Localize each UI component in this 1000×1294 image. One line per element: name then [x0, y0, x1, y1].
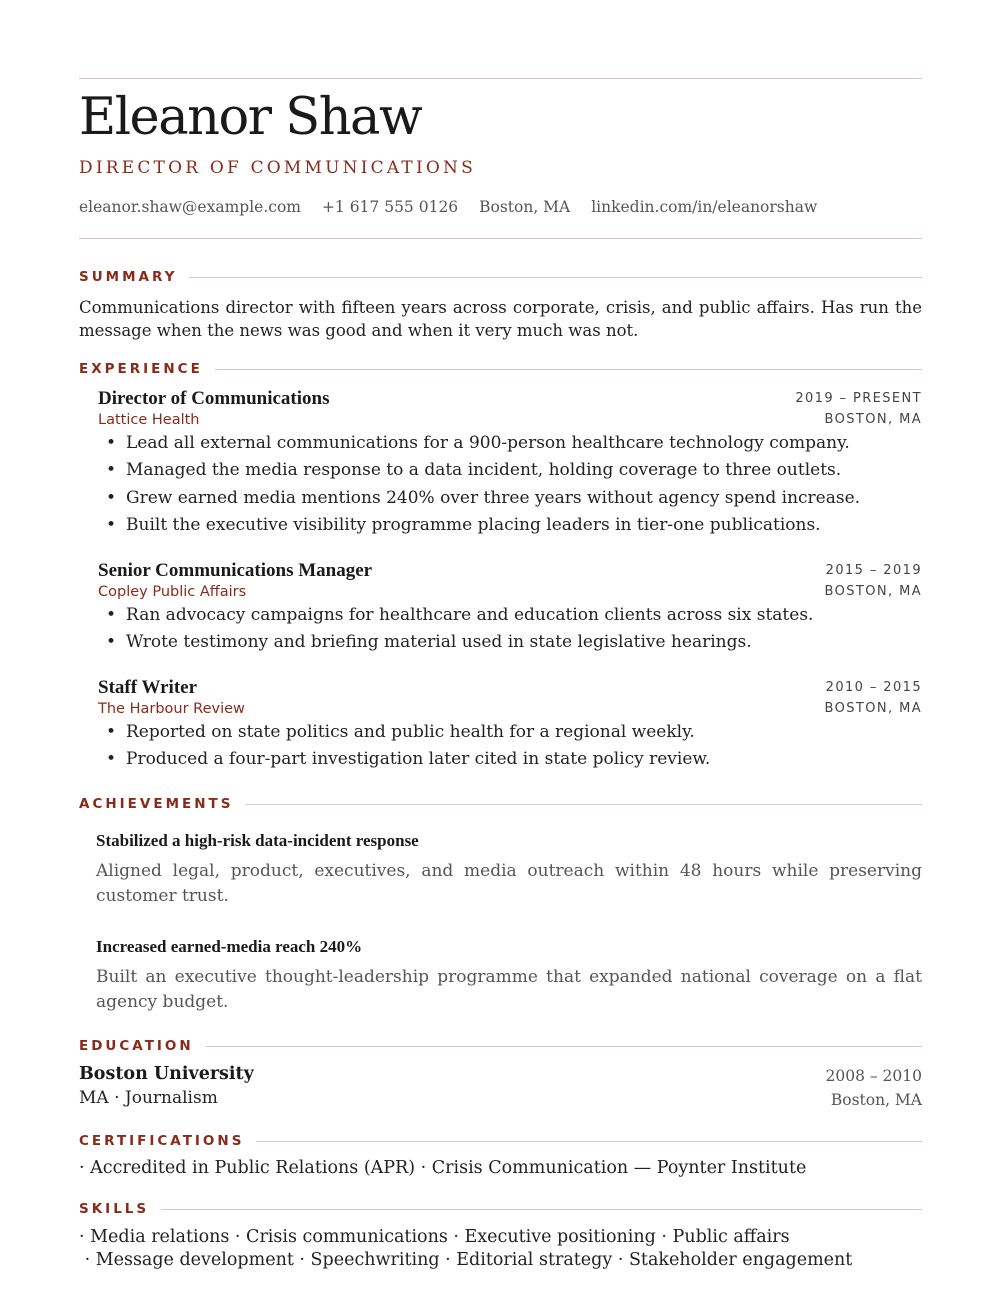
job-bullet: • Built the executive visibility programme placing leaders in tier-one publications. [98, 512, 922, 539]
education-degree: MA · Journalism [79, 1088, 218, 1108]
achievement-title: Increased earned-media reach 240% [96, 937, 363, 956]
summary-heading-line [189, 277, 922, 278]
job-bullet: • Wrote testimony and briefing material used in state legislative hearings. [98, 629, 922, 656]
job-bullet: • Grew earned media mentions 240% over three years without agency spend increase. [98, 485, 922, 512]
skills-heading-label: SKILLS [79, 1201, 150, 1217]
job-meta [825, 560, 922, 602]
job-bullet: • Managed the media response to a data incident, holding coverage to three outlets. [98, 457, 922, 484]
achievement-item [96, 937, 922, 1015]
skills-heading [79, 1201, 922, 1217]
certifications-list: · Accredited in Public Relations (APR) · Crisis Communication — Poynter Institute [79, 1158, 807, 1178]
experience-heading [79, 361, 922, 377]
job-meta [825, 677, 922, 719]
education-location: Boston, MA [830, 1091, 922, 1109]
job-bullet: • Produced a four-part investigation later cited in state policy review. [98, 746, 922, 773]
education-heading-line [206, 1046, 922, 1047]
job-location: BOSTON, MA [824, 412, 922, 427]
contact-line [79, 198, 833, 216]
job-bullets [98, 719, 922, 774]
job-bullets [98, 602, 922, 657]
contact-linkedin[interactable]: linkedin.com/in/eleanorshaw [591, 198, 818, 216]
header-divider [79, 238, 922, 239]
job-bullet: • Lead all external communications for a 900-person healthcare technology company. [98, 430, 922, 457]
achievement-title: Stabilized a high-risk data-incident response [96, 831, 419, 850]
candidate-role: DIRECTOR OF COMMUNICATIONS [79, 158, 476, 178]
certifications-heading-label: CERTIFICATIONS [79, 1133, 245, 1149]
skills-list-line: · Message development · Speechwriting · Editorial strategy · Stakeholder engagement [79, 1250, 853, 1270]
education-heading [79, 1038, 922, 1054]
skills-list-line: · Media relations · Crisis communications · Executive positioning · Public affairs [79, 1227, 790, 1247]
achievement-description: Aligned legal, product, executives, and media outreach within 48 hours while preserving customer trust. [96, 861, 922, 906]
certifications-heading [79, 1133, 922, 1149]
job-bullet: • Ran advocacy campaigns for healthcare and education clients across six states. [98, 602, 922, 629]
top-divider [79, 78, 922, 79]
contact-phone[interactable]: +1 617 555 0126 [321, 198, 459, 216]
job-location: BOSTON, MA [824, 701, 922, 716]
candidate-name: Eleanor Shaw [79, 88, 422, 147]
education-entry [79, 1064, 922, 1108]
job-title: Director of Communications [98, 388, 330, 409]
job-company: The Harbour Review [98, 701, 245, 717]
job-dates: 2015 – 2019 [825, 563, 922, 578]
contact-location: Boston, MA [479, 198, 571, 216]
experience-entry [98, 560, 922, 657]
job-dates: 2019 – PRESENT [795, 391, 922, 406]
education-dates: 2008 – 2010 [825, 1067, 922, 1085]
experience-heading-label: EXPERIENCE [79, 361, 203, 377]
achievement-description: Built an executive thought-leadership programme that expanded national coverage on a flat agency budget. [96, 967, 922, 1012]
job-location: BOSTON, MA [824, 584, 922, 599]
summary-heading-label: SUMMARY [79, 269, 178, 285]
job-bullet: • Reported on state politics and public health for a regional weekly. [98, 719, 922, 746]
achievement-item [96, 831, 922, 909]
achievements-heading-line [245, 804, 922, 805]
summary-text: Communications director with fifteen years across corporate, crisis, and public affairs. Has run the message when the news was good and when it very much was not. [79, 298, 922, 340]
job-title: Senior Communications Manager [98, 560, 373, 581]
contact-email[interactable]: eleanor.shaw@example.com [79, 198, 301, 216]
education-school: Boston University [79, 1064, 254, 1084]
achievements-heading [79, 796, 922, 812]
job-dates: 2010 – 2015 [825, 680, 922, 695]
job-meta [795, 388, 922, 430]
job-bullets [98, 430, 922, 539]
job-company: Lattice Health [98, 412, 200, 428]
achievements-heading-label: ACHIEVEMENTS [79, 796, 234, 812]
education-heading-label: EDUCATION [79, 1038, 194, 1054]
experience-heading-line [215, 369, 922, 370]
job-title: Staff Writer [98, 677, 198, 698]
education-meta [826, 1064, 923, 1112]
skills-heading-line [161, 1209, 922, 1210]
certifications-heading-line [256, 1141, 922, 1142]
job-company: Copley Public Affairs [98, 584, 247, 600]
experience-entry [98, 388, 922, 539]
summary-heading [79, 269, 922, 285]
experience-entry [98, 677, 922, 774]
